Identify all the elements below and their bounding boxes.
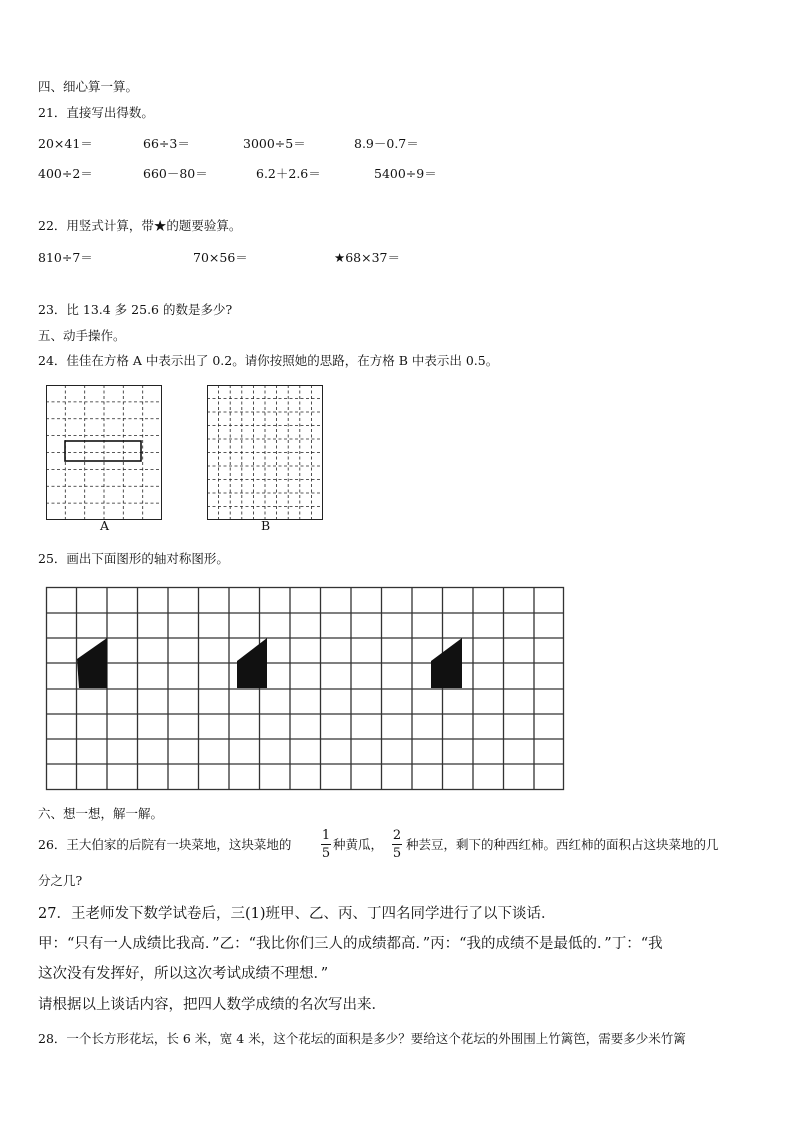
fraction-denominator: 5 [321, 846, 331, 861]
q27-line3: 这次没有发挥好，所以这次考试成绩不理想．” [38, 966, 329, 982]
q26-text-part2: 种黄瓜， [333, 837, 384, 852]
fraction-numerator: 1 [321, 828, 331, 843]
fraction-1-5 [321, 829, 331, 860]
grid-b-label: B [261, 518, 271, 533]
q22-item: 70×56＝ [193, 250, 248, 265]
q27-line4: 请根据以上谈话内容，把四人数学成绩的名次写出来． [38, 997, 386, 1013]
fraction-2-5 [392, 829, 402, 860]
q21-title: 21．直接写出得数。 [38, 105, 154, 120]
q21-item: 400÷2＝ [38, 166, 93, 181]
grid-a [46, 385, 162, 520]
section-heading-4: 四、细心算一算。 [38, 79, 139, 94]
q23-text: 23．比 13.4 多 25.6 的数是多少? [38, 302, 233, 317]
q21-item: 3000÷5＝ [243, 136, 306, 151]
shape-1 [77, 638, 107, 688]
q28-text: 28．一个长方形花坛，长 6 米，宽 4 米，这个花坛的面积是多少？要给这个花坛的外围围上竹篱笆，需要多少米竹篱 [38, 1031, 686, 1046]
q26-text-line2: 分之几? [38, 873, 83, 888]
q26-text-part3: 种芸豆，剩下的种西红柿。西红柿的面积占这块菜地的几 [406, 837, 719, 852]
grid-a-marked-rect [65, 441, 141, 461]
grid-a-label: A [100, 518, 110, 533]
q21-item: 5400÷9＝ [374, 166, 437, 181]
fraction-denominator: 5 [392, 846, 402, 861]
q22-item: ★68×37＝ [334, 250, 400, 265]
shape-3 [431, 638, 462, 688]
q21-item: 660－80＝ [143, 166, 208, 181]
q26-text-part1: 26．王大伯家的后院有一块菜地，这块菜地的 [38, 837, 292, 852]
q21-item: 66÷3＝ [143, 136, 190, 151]
q24-title: 24．佳佳在方格 A 中表示出了 0.2。请你按照她的思路，在方格 B 中表示出 0.5。 [38, 353, 499, 368]
q21-item: 20×41＝ [38, 136, 93, 151]
q21-item: 8.9－0.7＝ [354, 136, 419, 151]
section-heading-6: 六、想一想，解一解。 [38, 806, 164, 821]
q21-item: 6.2＋2.6＝ [256, 166, 321, 181]
q27-line1: 27．王老师发下数学试卷后，三(1)班甲、乙、丙、丁四名同学进行了以下谈话． [38, 906, 556, 922]
section-heading-5: 五、动手操作。 [38, 328, 126, 343]
q22-item: 810÷7＝ [38, 250, 93, 265]
grid-b [207, 385, 323, 520]
shape-2 [237, 638, 267, 688]
symmetry-grid [46, 587, 564, 790]
fraction-numerator: 2 [392, 828, 402, 843]
q22-title: 22．用竖式计算，带★的题要验算。 [38, 218, 242, 233]
q25-title: 25．画出下面图形的轴对称图形。 [38, 551, 229, 566]
q27-line2: 甲：“只有一人成绩比我高．”乙：“我比你们三人的成绩都高．”丙：“我的成绩不是最低的．”丁：“我 [38, 936, 663, 952]
